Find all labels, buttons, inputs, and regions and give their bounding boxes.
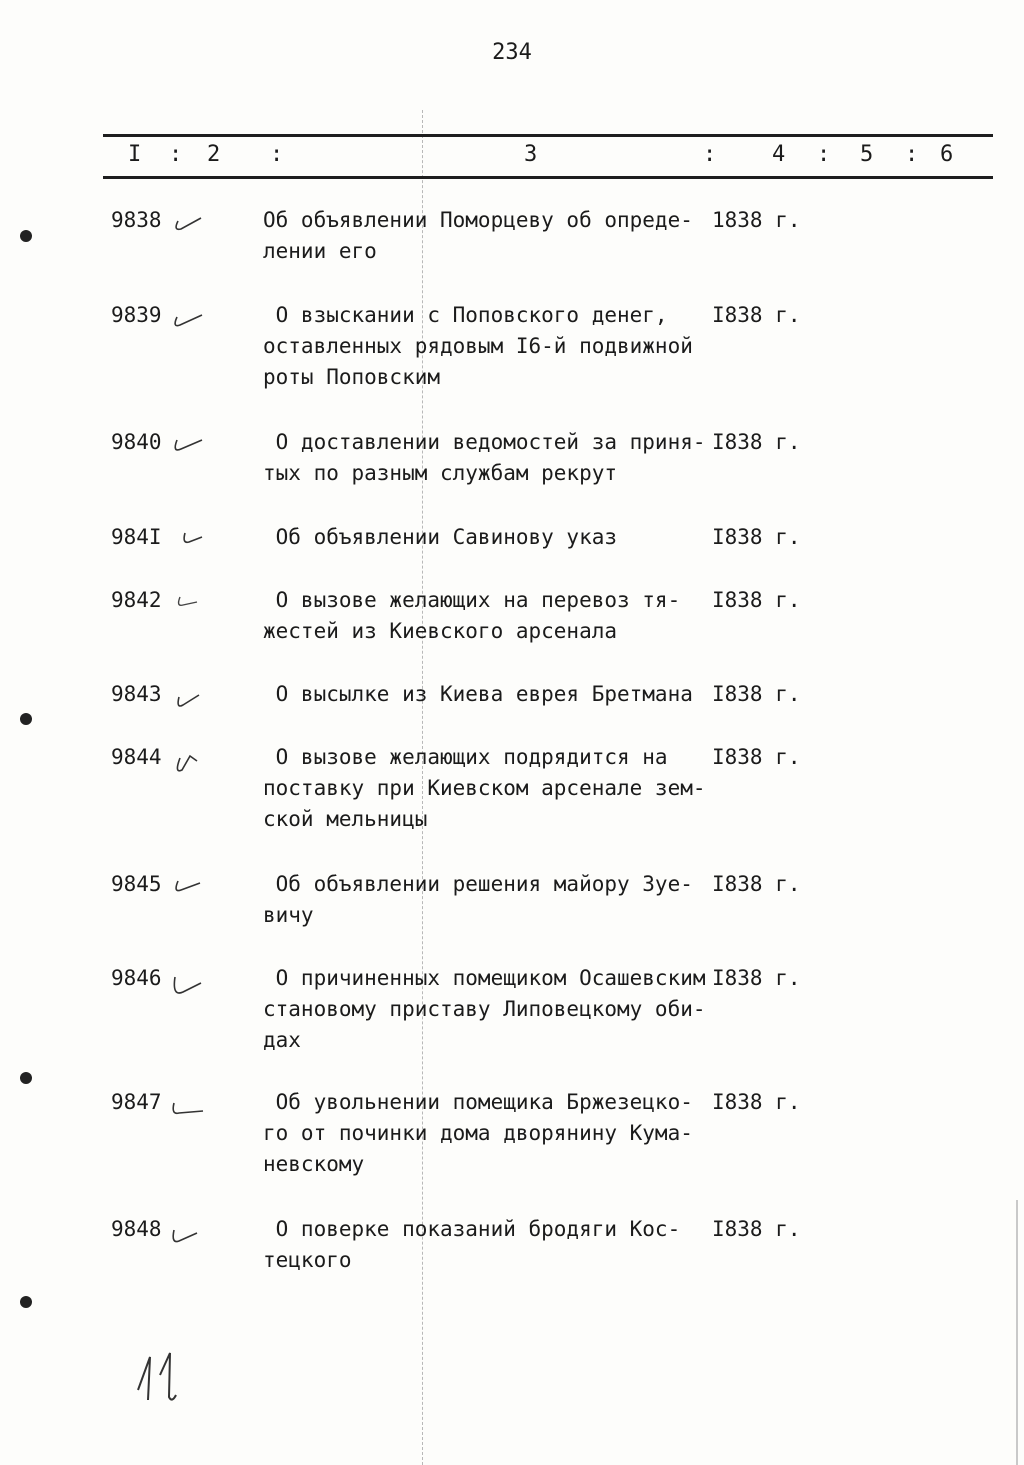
record-title-line: оставленных рядовым I6-й подвижной	[263, 334, 693, 358]
checkmark-icon	[171, 435, 205, 457]
checkmark-icon	[171, 1095, 205, 1121]
column-separator: :	[905, 142, 919, 167]
checkmark-icon	[171, 750, 205, 776]
record-title-line: О вызове желающих подрядится на	[263, 745, 668, 769]
record-title-line: О вызове желающих на перевоз тя-	[263, 588, 681, 612]
record-year: I838 г.	[712, 525, 801, 549]
record-title	[263, 522, 708, 553]
record-title-line: жестей из Киевского арсенала	[263, 619, 618, 643]
record-title-line: ской мельницы	[263, 807, 428, 831]
record-year: I838 г.	[712, 588, 801, 612]
record-title-line: О поверке показаний бродяги Кос-	[263, 1217, 681, 1241]
record-year: I838 г.	[712, 1217, 801, 1241]
record-title	[263, 679, 708, 710]
record-year: I838 г.	[712, 303, 801, 327]
checkmark-icon	[171, 593, 205, 615]
record-title	[263, 300, 708, 393]
record-title	[263, 1214, 708, 1276]
column-header-3: 3	[524, 142, 538, 167]
column-separator: :	[817, 142, 831, 167]
record-title-line: го от починки дома дворянину Кума-	[263, 1121, 693, 1145]
column-header-1: I	[128, 142, 142, 167]
checkmark-icon	[171, 1222, 205, 1248]
record-number: 9847	[111, 1090, 162, 1114]
record-number: 9842	[111, 588, 162, 612]
record-year: I838 г.	[712, 745, 801, 769]
record-title-line: роты Поповским	[263, 365, 441, 389]
punch-hole	[20, 713, 32, 725]
column-header-5: 5	[860, 142, 874, 167]
checkmark-icon	[171, 687, 205, 709]
column-separator: :	[169, 142, 183, 167]
handwritten-annotation	[128, 1345, 188, 1415]
scan-edge-shadow	[1016, 1200, 1018, 1465]
table-top-rule	[103, 134, 993, 137]
column-header-2: 2	[207, 142, 221, 167]
record-title-line: лении его	[263, 239, 377, 263]
record-title-line: О высылке из Киева еврея Бретмана	[263, 682, 693, 706]
record-title-line: дах	[263, 1028, 301, 1052]
punch-hole	[20, 1296, 32, 1308]
record-number: 9844	[111, 745, 162, 769]
page-number: 234	[492, 40, 532, 65]
record-title-line: тых по разным службам рекрут	[263, 461, 618, 485]
checkmark-icon	[171, 971, 205, 999]
record-number: 9845	[111, 872, 162, 896]
record-year: I838 г.	[712, 872, 801, 896]
record-title	[263, 1087, 708, 1180]
record-title-line: поставку при Киевском арсенале зем-	[263, 776, 706, 800]
record-title	[263, 585, 708, 647]
column-separator: :	[703, 142, 717, 167]
record-title	[263, 869, 708, 931]
record-number: 9848	[111, 1217, 162, 1241]
record-number: 9846	[111, 966, 162, 990]
record-title-line: О причиненных помещиком Осашевским	[263, 966, 706, 990]
record-year: I838 г.	[712, 682, 801, 706]
record-title-line: О доставлении ведомостей за приня-	[263, 430, 706, 454]
record-year: I838 г.	[712, 966, 801, 990]
record-title	[263, 205, 708, 267]
column-separator: :	[270, 142, 284, 167]
record-title-line: Об объявлении Поморцеву об опреде-	[263, 208, 693, 232]
record-title-line: вичу	[263, 903, 314, 927]
record-year: 1838 г.	[712, 208, 801, 232]
checkmark-icon	[171, 308, 205, 330]
table-header-rule	[103, 176, 993, 179]
record-title	[263, 427, 708, 489]
checkmark-icon	[171, 213, 205, 235]
record-number: 9843	[111, 682, 162, 706]
record-title-line: невскому	[263, 1152, 365, 1176]
punch-hole	[20, 1072, 32, 1084]
checkmark-icon	[171, 877, 205, 899]
punch-hole	[20, 230, 32, 242]
checkmark-icon	[171, 530, 205, 552]
record-number: 9839	[111, 303, 162, 327]
record-year: I838 г.	[712, 1090, 801, 1114]
record-title-line: тецкого	[263, 1248, 352, 1272]
record-title-line: Об объявлении Савинову указ	[263, 525, 618, 549]
record-title	[263, 742, 708, 835]
record-title-line: становому приставу Липовецкому оби-	[263, 997, 706, 1021]
column-header-4: 4	[772, 142, 786, 167]
record-number: 9840	[111, 430, 162, 454]
record-number: 9838	[111, 208, 162, 232]
record-title-line: О взыскании с Поповского денег,	[263, 303, 668, 327]
column-header-6: 6	[940, 142, 954, 167]
record-number: 984I	[111, 525, 162, 549]
record-title	[263, 963, 708, 1056]
record-year: I838 г.	[712, 430, 801, 454]
record-title-line: Об объявлении решения майору Зуе-	[263, 872, 693, 896]
record-title-line: Об увольнении помещика Бржезецко-	[263, 1090, 693, 1114]
